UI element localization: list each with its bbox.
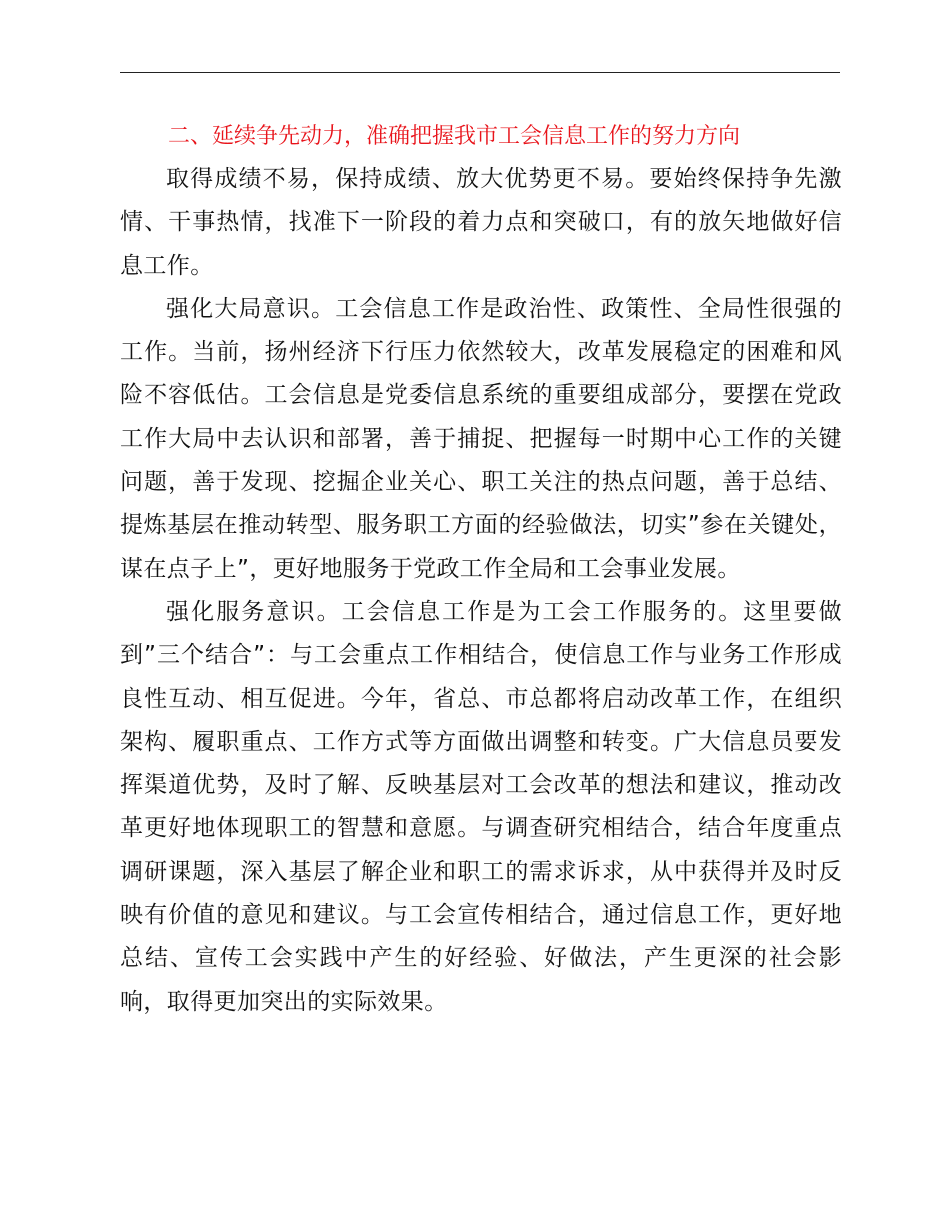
section-heading: 二、延续争先动力，准确把握我市工会信息工作的努力方向 (168, 124, 741, 149)
paragraph-overall-awareness: 强化大局意识。工会信息工作是政治性、政策性、全局性很强的工作。当前，扬州经济下行压力依然较大，改革发展稳定的困难和风险不容低估。工会信息是党委信息系统的重要组成部分，要摆在党政工作大局中去认识和部署，善于捕捉、把握每一时期中心工作的关键问题，善于发现、挖掘企业关心、职工关注的热点问题，善于总结、提炼基层在推动转型、服务职工方面的经验做法，切实”参在关键处，谋在点子上”，更好地服务于党政工作全局和工会事业发展。 (120, 295, 842, 582)
header-rule (120, 72, 840, 73)
document-body (120, 116, 842, 1024)
paragraph-service-awareness: 强化服务意识。工会信息工作是为工会工作服务的。这里要做到”三个结合”：与工会重点工作相结合，使信息工作与业务工作形成良性互动、相互促进。今年，省总、市总都将启动改革工作，在组织架构、履职重点、工作方式等方面做出调整和转变。广大信息员要发挥渠道优势，及时了解、反映基层对工会改革的想法和建议，推动改革更好地体现职工的智慧和意愿。与调查研究相结合，结合年度重点调研课题，深入基层了解企业和职工的需求诉求，从中获得并及时反映有价值的意见和建议。与工会宣传相结合，通过信息工作，更好地总结、宣传工会实践中产生的好经验、好做法，产生更深的社会影响，取得更加突出的实际效果。 (120, 598, 842, 1015)
paragraph-intro: 取得成绩不易，保持成绩、放大优势更不易。要始终保持争先激情、干事热情，找准下一阶段的着力点和突破口，有的放矢地做好信息工作。 (120, 166, 842, 279)
